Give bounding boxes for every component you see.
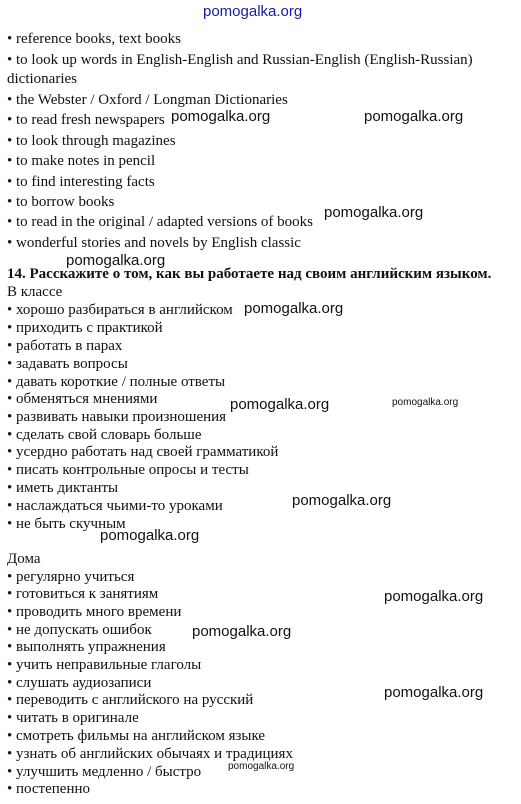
list-item: • давать короткие / полные ответы: [7, 374, 226, 390]
list-item: • reference books, text books: [7, 31, 181, 47]
watermark: pomogalka.org: [228, 761, 295, 772]
list-item: • развивать навыки произношения: [7, 409, 227, 425]
watermark: pomogalka.org: [171, 108, 271, 125]
watermark: pomogalka.org: [384, 684, 484, 701]
list-item: • узнать об английских обычаях и традициях: [7, 746, 293, 762]
list-item: • смотреть фильмы на английском языке: [7, 728, 266, 744]
list-item: • готовиться к занятиям: [7, 586, 159, 602]
list-item: • обменяться мнениями: [7, 391, 158, 407]
list-item: • wonderful stories and novels by English classic: [7, 235, 301, 251]
watermark: pomogalka.org: [324, 204, 424, 221]
list-item: • учить неправильные глаголы: [7, 657, 202, 673]
list-item: • усердно работать над своей грамматикой: [7, 444, 279, 460]
list-item: • задавать вопросы: [7, 356, 128, 372]
list-item: • переводить с английского на русский: [7, 692, 254, 708]
list-item: • to borrow books: [7, 194, 115, 210]
list-item: • the Webster / Oxford / Longman Dictionaries: [7, 92, 288, 108]
list-item: • приходить с практикой: [7, 320, 163, 336]
list-item: • работать в парах: [7, 338, 123, 354]
list-item: • не быть скучным: [7, 516, 126, 532]
list-item: • to look up words in English-English and Russian-English (English-Russian): [7, 52, 473, 68]
list-item: • регулярно учиться: [7, 569, 135, 585]
header-watermark: pomogalka.org: [203, 3, 303, 20]
list-item: • проводить много времени: [7, 604, 182, 620]
section-label-home: Дома: [7, 551, 41, 567]
watermark: pomogalka.org: [292, 492, 392, 509]
list-item: • сделать свой словарь больше: [7, 427, 202, 443]
list-item: • читать в оригинале: [7, 710, 139, 726]
list-item: • слушать аудиозаписи: [7, 675, 152, 691]
list-item: • выполнять упражнения: [7, 639, 166, 655]
list-item: • писать контрольные опросы и тесты: [7, 462, 249, 478]
watermark: pomogalka.org: [384, 588, 484, 605]
list-item: • улучшить медленно / быстро: [7, 764, 202, 780]
list-item: • to find interesting facts: [7, 174, 155, 190]
task-heading: 14. Расскажите о том, как вы работаете над своим английским языком.: [7, 266, 492, 282]
list-item: • to read fresh newspapers: [7, 112, 165, 128]
watermark: pomogalka.org: [244, 300, 344, 317]
watermark: pomogalka.org: [230, 396, 330, 413]
watermark: pomogalka.org: [392, 397, 459, 408]
list-item: • постепенно: [7, 781, 91, 797]
list-item: • наслаждаться чьими-то уроками: [7, 498, 223, 514]
watermark: pomogalka.org: [364, 108, 464, 125]
watermark: pomogalka.org: [100, 527, 200, 544]
watermark: pomogalka.org: [192, 623, 292, 640]
list-item: • иметь диктанты: [7, 480, 119, 496]
list-item: • to make notes in pencil: [7, 153, 156, 169]
list-item: • не допускать ошибок: [7, 622, 152, 638]
list-item: dictionaries: [7, 71, 77, 87]
list-item: • to look through magazines: [7, 133, 176, 149]
section-label-class: В классе: [7, 284, 63, 300]
watermark: pomogalka.org: [66, 252, 166, 269]
list-item: • хорошо разбираться в английском: [7, 302, 233, 318]
list-item: • to read in the original / adapted versions of books: [7, 214, 314, 230]
